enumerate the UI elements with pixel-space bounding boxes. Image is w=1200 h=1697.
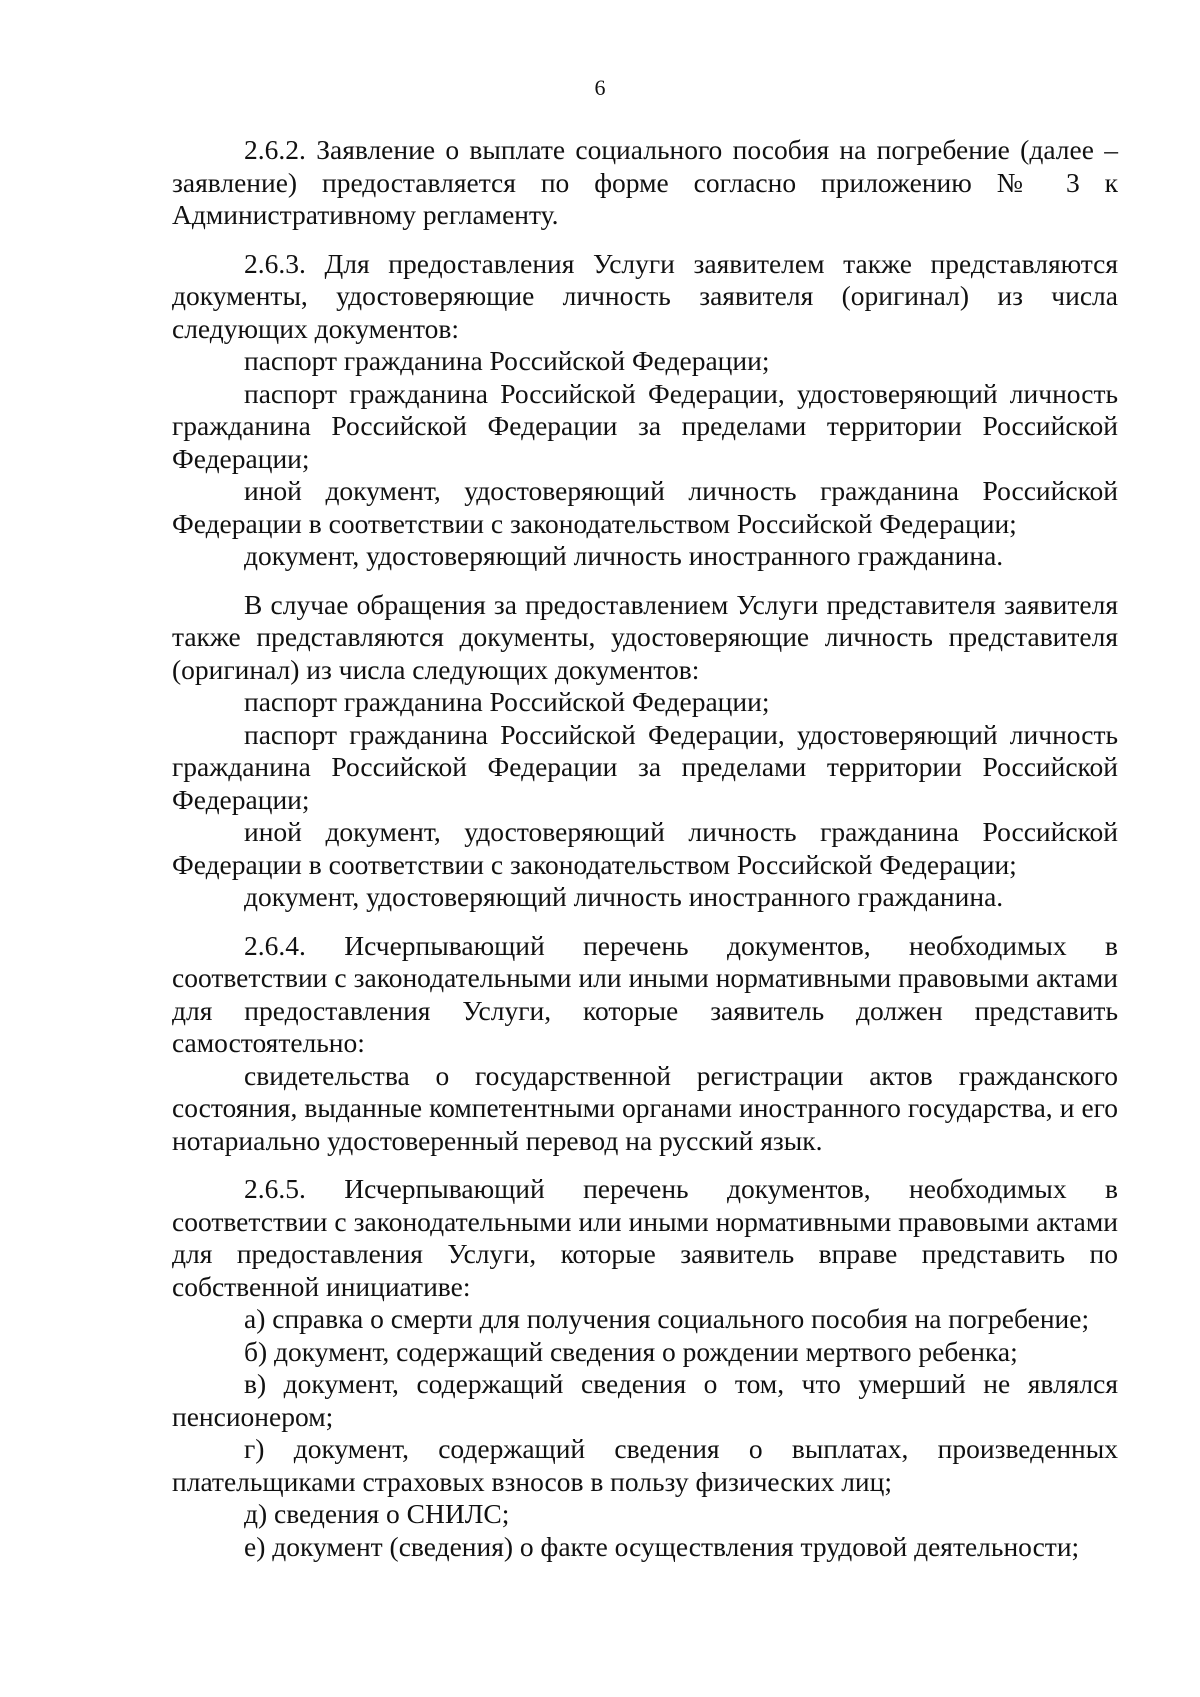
list-item-other-id-rf: иной документ, удостоверяющий личность гражданина Российской Федерации в соответствии с законодательством Российской Федерации; [172, 475, 1118, 539]
page-number: 6 [594, 75, 606, 100]
list-item-other-id-rf-representative: иной документ, удостоверяющий личность гражданина Российской Федерации в соответствии с законодательством Российской Федерации; [172, 816, 1118, 880]
paragraph-2-6-3: 2.6.3. Для предоставления Услуги заявителем также представляются документы, удостоверяющие личность заявителя (оригинал) из числа следующих документов: [172, 247, 1118, 344]
list-item-g: г) документ, содержащий сведения о выплатах, произведенных плательщиками страховых взносов в пользу физических лиц; [172, 1433, 1118, 1497]
list-item-foreign-passport-rf: паспорт гражданина Российской Федерации, удостоверяющий личность гражданина Российской Федерации за пределами территории Российской Федерации; [172, 377, 1118, 474]
list-item-foreign-citizen-id-representative: документ, удостоверяющий личность иностранного гражданина. [244, 881, 1004, 912]
list-item-foreign-passport-rf-representative: паспорт гражданина Российской Федерации, удостоверяющий личность гражданина Российской Федерации за пределами территории Российской Федерации; [172, 718, 1118, 815]
list-item-b: б) документ, содержащий сведения о рождении мертвого ребенка; [244, 1335, 1018, 1367]
paragraph-2-6-4: 2.6.4. Исчерпывающий перечень документов, необходимых в соответствии с законодательными или иными нормативными правовыми актами для предоставления Услуги, которые заявитель должен представить самостоятельно: [172, 929, 1118, 1058]
list-item-foreign-citizen-id: документ, удостоверяющий личность иностранного гражданина. [244, 540, 1004, 571]
paragraph-representative: В случае обращения за предоставлением Услуги представителя заявителя также представляются документы, удостоверяющие личность представителя (оригинал) из числа следующих документов: [172, 588, 1118, 685]
paragraph-2-6-5: 2.6.5. Исчерпывающий перечень документов, необходимых в соответствии с законодательными или иными нормативными правовыми актами для предоставления Услуги, которые заявитель вправе представить по собственной инициативе: [172, 1173, 1118, 1302]
list-item-a: а) справка о смерти для получения социального пособия на погребение; [244, 1303, 1090, 1334]
list-item-e: е) документ (сведения) о факте осуществления трудовой деятельности; [244, 1530, 1080, 1562]
document-body [172, 134, 1118, 1563]
list-item-v: в) документ, содержащий сведения о том, что умерший не являлся пенсионером; [172, 1368, 1118, 1432]
list-item-civil-status-certificates: свидетельства о государственной регистрации актов гражданского состояния, выданные компетентными органами иностранного государства, и его нотариально удостоверенный перевод на русский язык. [172, 1059, 1118, 1156]
list-item-passport-rf: паспорт гражданина Российской Федерации; [244, 345, 770, 376]
paragraph-2-6-2: 2.6.2. Заявление о выплате социального пособия на погребение (далее – заявление) предоставляется по форме согласно приложению № 3 к Административному регламенту. [172, 134, 1118, 230]
list-item-d: д) сведения о СНИЛС; [244, 1498, 510, 1529]
list-item-passport-rf-representative: паспорт гражданина Российской Федерации; [244, 686, 770, 717]
